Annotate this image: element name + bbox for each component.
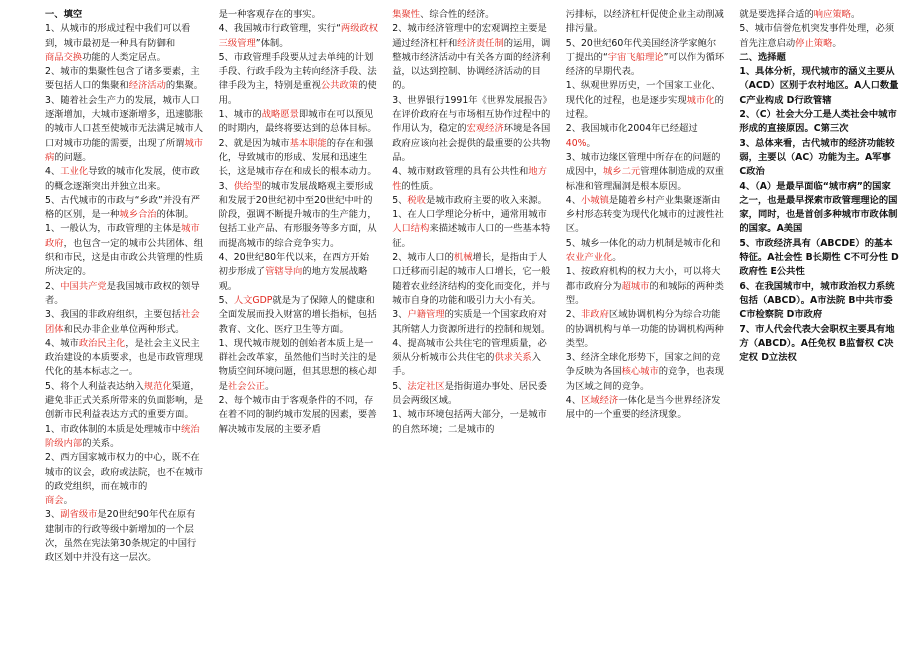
line-text: 2、就是因为城市 — [218, 137, 290, 149]
text-line — [45, 451, 205, 494]
highlight-answer: 税收 — [407, 194, 427, 206]
highlight-answer: 政治民主化 — [78, 337, 126, 349]
line-text: 。 — [832, 37, 842, 49]
line-text: 的城市发展战略观主要形成和发展于20世纪初中至20世纪中叶的阶段，强调不断提升城市的生产能力，包括工业产品、有形服务等多方面，从而提高城市的综合竞争实力。 — [218, 180, 377, 249]
line-text: 3、 — [45, 509, 61, 521]
line-text: 4、 — [565, 395, 581, 407]
line-text: 5、市政经济具有（ABCDE）的基本特征。A社会性 B长期性 C不可分性 D政府性 E公共性 — [739, 237, 899, 278]
line-text: 5、20世纪60年代美国经济学家鲍尔丁提出的“ — [565, 37, 717, 63]
line-text: 是20世纪90年代在原有建制市的行政等级中新增加的一个层次，虽然在宪法第30条规定的中国行政区划中并没有这一层次。 — [45, 509, 197, 564]
line-text: 是随着乡村产业集聚逐渐由乡村形态转变为现代化城市的过渡性社区。 — [565, 194, 724, 235]
text-line — [392, 8, 552, 22]
line-text: 功能的人类定居点。 — [82, 51, 166, 63]
highlight-answer: 超城市 — [621, 280, 650, 292]
line-text: 是城市政府主要的收入来源。 — [426, 194, 547, 206]
highlight-answer: 城乡二元 — [602, 166, 641, 178]
question-item — [739, 108, 899, 137]
text-line — [219, 251, 379, 294]
highlight-answer: 商会 — [45, 495, 64, 507]
text-line — [739, 22, 899, 51]
line-text: 的运用，调整城市经济活动中有关各方面的经济利益，以达到控制、协调经济活动的目的。 — [392, 37, 551, 92]
text-line — [219, 137, 379, 180]
highlight-answer: 战略愿景 — [261, 109, 299, 121]
line-text: 。 — [265, 380, 275, 392]
line-text: ”体制。 — [255, 37, 289, 49]
line-text: 就是要选择合适的 — [739, 9, 814, 20]
highlight-answer: 管辖导向 — [265, 266, 303, 278]
line-text: 1、在人口学理论分析中，通常用城市 — [392, 209, 547, 221]
highlight-answer: 小城镇 — [581, 194, 609, 206]
line-text: 2、我国城市化2004年已经超过 — [565, 123, 698, 135]
highlight-answer: 响应策略 — [813, 9, 851, 20]
line-text: 的存在和强化，导致城市的形成、发展和迅速生长，这是城市存在和成长的根本动力。 — [218, 137, 377, 178]
highlight-answer: 经济活动 — [128, 80, 166, 92]
question-item — [739, 65, 899, 108]
line-text: 3、城市边缘区管理中所存在的问题的成因中， — [565, 151, 721, 178]
line-text: 的过程。 — [565, 94, 724, 121]
line-text: 5、市政管理手段要从过去单纯的计划手段、行政手段为主转向经济手段、法律手段为主，特别是重视 — [218, 51, 377, 92]
line-text: 污排标，以经济杠杆促使企业主动削减排污量。 — [565, 9, 724, 35]
highlight-answer: 地方性 — [392, 166, 547, 192]
text-line — [45, 494, 205, 508]
line-text: 渠道，避免非正式关系所带来的负面影响，是创新市民利益表达方式的重要方面。 — [45, 380, 204, 421]
question-item — [739, 280, 899, 323]
text-line — [566, 265, 726, 308]
text-line — [392, 22, 552, 93]
section-heading — [739, 51, 899, 65]
column-3 — [385, 8, 559, 645]
line-text: 5、城市信誉危机突发事件处理，必须首先注意启动 — [739, 23, 895, 49]
line-text: 是一种客观存在的事实。 — [218, 9, 321, 20]
highlight-answer: 规范化 — [143, 380, 172, 392]
text-line — [566, 79, 726, 122]
line-text: 1、市政体制的本质是处理城市中 — [45, 423, 182, 435]
highlight-answer: 供求关系 — [494, 352, 532, 364]
highlight-answer: 工业化 — [60, 166, 89, 178]
line-text: 环境是各国政府应该向社会提供的最重要的公共物品。 — [392, 123, 551, 163]
highlight-answer: 宇宙飞船理论 — [607, 51, 664, 63]
text-line — [219, 337, 379, 394]
line-text: 即城市在可以预见的时期内，最终将要达到的总体目标。 — [218, 109, 377, 135]
highlight-answer: 城乡合治 — [119, 209, 157, 221]
line-text: 4、我国城市行政管理，实行“ — [218, 23, 341, 35]
text-line — [739, 8, 899, 22]
text-line — [45, 423, 205, 452]
line-text: 2、城市的集聚性包含了诸多要素，主要包括人口的集聚和 — [45, 66, 200, 92]
text-line — [566, 308, 726, 351]
line-text: 增长，是指由于人口迁移而引起的城市人口增长，它一般随着农业经济结构的变化而变化，并与城市自身的功能和吸引力大小有关。 — [392, 252, 551, 306]
text-line — [45, 94, 205, 165]
highlight-answer: 基本职能 — [289, 137, 327, 149]
text-line — [566, 237, 726, 266]
line-text: 5、 — [392, 380, 408, 392]
highlight-answer: 社会团体 — [45, 309, 200, 335]
highlight-answer: 核心城市 — [621, 366, 659, 378]
highlight-answer: 城市病 — [45, 137, 204, 163]
line-text: 管理体制造成的双重标准和管理漏洞是根本原因。 — [565, 166, 724, 192]
line-text: 1、具体分析，现代城市的涵义主要从（ACD）区别于农村地区。A人口数量 C产业构成 D行政管辖 — [739, 66, 899, 106]
line-text: 5、 — [392, 194, 408, 206]
line-text: 区域协调机构分为综合功能的协调机构与单一功能的协调机构两种类型。 — [565, 309, 724, 349]
line-text: 1、一般认为，市政管理的主体是 — [45, 223, 182, 235]
line-text: 就是为了保障人的健康和全面发展而投入财富的增长指标，包括教育、文化、医疗卫生等方面。 — [218, 294, 377, 335]
line-text: 2、（C）社会大分工是人类社会中城市形成的直接原因。C第三次 — [739, 109, 897, 135]
line-text: 2、 — [565, 309, 581, 321]
column-4 — [559, 8, 733, 645]
line-text: 2、城市人口的 — [392, 252, 454, 264]
column-2 — [212, 8, 386, 645]
text-line — [392, 208, 552, 251]
line-text: 。 — [850, 9, 861, 20]
highlight-answer: 机械 — [453, 252, 473, 264]
line-text: 一、填空 — [45, 9, 83, 20]
section-heading — [45, 8, 205, 22]
line-text: ，也包含一定的城市公共团体、组织和市民，这是由市政公共管理的性质所决定的。 — [45, 237, 204, 278]
line-text: 4、 — [45, 166, 61, 178]
highlight-answer: 人文GDP — [233, 294, 273, 306]
text-line — [45, 22, 205, 51]
text-line — [219, 108, 379, 137]
question-item — [739, 237, 899, 280]
line-text: 5、将个人利益表达纳入 — [45, 380, 144, 392]
line-text: 4、城市 — [45, 337, 79, 349]
highlight-answer: 非政府 — [581, 309, 609, 321]
line-text: 5、古代城市的市政与“乡政”并没有严格的区别，是一种 — [45, 194, 201, 221]
line-text: 7、市人代会代表大会职权主要具有地方（ABCD）。A任免权 B监督权 C决定权 D立法权 — [739, 323, 895, 364]
line-text: 。 — [586, 137, 596, 149]
highlight-answer: 人口结构 — [392, 223, 430, 235]
line-text: 1、现代城市规划的创始者本质上是一群社会改革家，虽然他们当时关注的是物质空间环境问题，但其思想的核心却是 — [218, 337, 377, 392]
line-text: 1、城市的 — [218, 109, 262, 121]
highlight-answer: 农业产业化 — [565, 252, 613, 264]
line-text: 的体制。 — [156, 209, 194, 221]
text-line — [45, 308, 205, 337]
line-text: 3、世界银行1991年《世界发展报告》在评价政府在与市场相互协作过程中的作用认为，稳定的 — [392, 94, 551, 135]
text-line — [219, 51, 379, 108]
line-text: 6、在我国城市中，城市政治权力系统包括（ABCD）。A市法院 B中共市委 C市检察院 D市政府 — [739, 280, 895, 321]
highlight-answer: 中国共产党 — [60, 280, 107, 292]
line-text: 的性质。 — [401, 180, 439, 192]
text-line — [219, 8, 379, 22]
line-text: 1、纵观世界历史，一个国家工业化、现代化的过程，也是逐步实现 — [565, 80, 721, 106]
line-text: 5、城乡一体化的动力机制是城市化和 — [565, 237, 721, 249]
line-text: ，是社会主义民主政治建设的本质要求，也是市政管理现代化的基本标志之一。 — [45, 337, 204, 378]
line-text: 入手。 — [392, 352, 541, 378]
line-text: 的关系。 — [82, 437, 120, 449]
text-line — [45, 65, 205, 94]
highlight-answer: 集聚性 — [392, 9, 421, 20]
line-text: ”可以作为循环经济的早期代表。 — [565, 51, 725, 78]
highlight-answer: 经济责任制 — [457, 37, 504, 49]
text-line — [566, 122, 726, 151]
text-line — [392, 251, 552, 308]
text-line — [219, 394, 379, 437]
text-line — [392, 380, 552, 409]
text-line — [45, 508, 205, 565]
highlight-answer: 法定社区 — [407, 380, 445, 392]
question-item — [739, 180, 899, 237]
line-text: 1、按政府机构的权力大小，可以将大都市政府分为 — [565, 266, 721, 292]
text-line — [566, 194, 726, 237]
highlight-answer: 停止策略 — [795, 37, 833, 49]
text-line — [219, 22, 379, 51]
highlight-answer: 区域经济 — [581, 395, 619, 407]
highlight-answer: 户籍管理 — [407, 309, 445, 321]
text-line — [392, 308, 552, 337]
line-text: 的问题。 — [54, 151, 92, 163]
highlight-answer: 供给型 — [233, 180, 262, 192]
line-text: 3、随着社会生产力的发展，城市人口逐渐增加，大城市逐渐增多，迅速膨胀的城市人口甚至使城市无法满足城市人口对城市功能的需要，出现了所谓 — [45, 94, 204, 149]
text-line — [45, 337, 205, 380]
highlight-answer: 两级政权三级管理 — [218, 23, 379, 49]
line-text: 4、 — [565, 194, 581, 206]
highlight-answer: 宏观经济 — [466, 123, 504, 135]
text-line — [566, 351, 726, 394]
highlight-answer: 社会公正 — [227, 380, 266, 392]
line-text: 3、经济全球化形势下，国家之间的竞争反映为各国 — [565, 352, 721, 378]
text-line — [45, 51, 205, 65]
line-text: 是指街道办事处、居民委员会两级区域。 — [392, 380, 547, 407]
line-text: 2、 — [45, 280, 61, 292]
line-text: 的使用。 — [218, 80, 377, 106]
line-text: 2、每个城市由于客观条件的不同，存在着不同的制约城市发展的因素，要善解决城市发展的主要矛盾 — [218, 395, 377, 435]
line-text: 的竞争，也表现为区域之间的竞争。 — [565, 366, 724, 392]
text-line — [45, 194, 205, 223]
line-text: 是我国城市政权的领导者。 — [45, 280, 200, 306]
line-text: 4、提高城市公共住宅的管理质量，必须从分析城市公共住宅的 — [392, 337, 547, 364]
highlight-answer: 统治阶级内部 — [45, 423, 200, 449]
line-text: 3、总体来看，古代城市的经济功能较弱，主要以（AC）功能为主。A军事 C政治 — [739, 137, 895, 178]
line-text: 。 — [63, 495, 73, 507]
highlight-answer: 城市化 — [686, 94, 715, 106]
line-text: 来描述城市人口的一些基本特征。 — [392, 223, 551, 249]
text-line — [392, 165, 552, 194]
line-text: 3、我国的非政府组织，主要包括 — [45, 309, 182, 321]
line-text: 二、选择题 — [739, 51, 786, 63]
line-text: 1、从城市的形成过程中我们可以看到，城市最初是一种具有防御和 — [45, 23, 191, 49]
text-line — [45, 380, 205, 423]
text-line — [392, 194, 552, 208]
highlight-answer: 副省级市 — [60, 509, 98, 521]
line-text: 、综合性的经济。 — [420, 9, 495, 20]
line-text: 4、城市财政管理的具有公共性和 — [392, 166, 529, 178]
line-text: 2、城市经济管理中的宏观调控主要是通过经济杠杆和 — [392, 23, 547, 49]
line-text: 4、（A）是最早面临“城市病”的国家之一，也是最早探索市政管理理论的国家，同时，也是首创多种城市市政体制的国家。A美国 — [739, 180, 898, 235]
text-line — [392, 408, 552, 437]
line-text: 3、 — [218, 180, 234, 192]
highlight-answer: 40% — [565, 137, 587, 149]
text-line — [566, 151, 726, 194]
text-line — [219, 294, 379, 337]
line-text: 的集聚。 — [165, 80, 204, 92]
line-text: 2、西方国家城市权力的中心，既不在城市的议会，政府或法院，也不在城市的政党组织，而在城市的 — [45, 452, 204, 492]
question-item — [739, 137, 899, 180]
line-text: 的地方发展战略观。 — [218, 266, 368, 292]
text-line — [219, 180, 379, 251]
line-text: 3、 — [392, 309, 408, 321]
highlight-answer: 商品交换 — [45, 51, 83, 63]
line-text: 1、城市环境包括两大部分，一是城市的自然环境；二是城市的 — [392, 409, 547, 435]
text-line — [45, 165, 205, 194]
line-text: 和民办非企业单位两种形式。 — [63, 323, 185, 335]
line-text: 的实质是一个国家政府对其所辖人力资源所进行的控制和规划。 — [392, 309, 551, 335]
column-1 — [38, 8, 212, 645]
highlight-answer: 公共政策 — [320, 80, 359, 92]
text-line — [566, 394, 726, 423]
text-line — [45, 222, 205, 279]
column-5 — [732, 8, 906, 645]
line-text: 。 — [612, 252, 622, 264]
text-line — [566, 37, 726, 80]
line-text: 一体化是当今世界经济发展中的一个重要的经济现象。 — [565, 395, 721, 421]
highlight-answer: 城市政府 — [45, 223, 200, 249]
line-text: 5、 — [218, 294, 234, 306]
line-text: 的和城际的两种类型。 — [565, 280, 724, 306]
line-text: 4、20世纪80年代以来，在西方开始初步形成了 — [218, 252, 370, 278]
text-line — [392, 337, 552, 380]
text-line — [566, 8, 726, 37]
text-line — [45, 280, 205, 309]
text-line — [392, 94, 552, 165]
line-text: 导致的城市化发展，使市政的概念逐渐突出并独立出来。 — [45, 166, 200, 192]
question-item — [739, 323, 899, 366]
